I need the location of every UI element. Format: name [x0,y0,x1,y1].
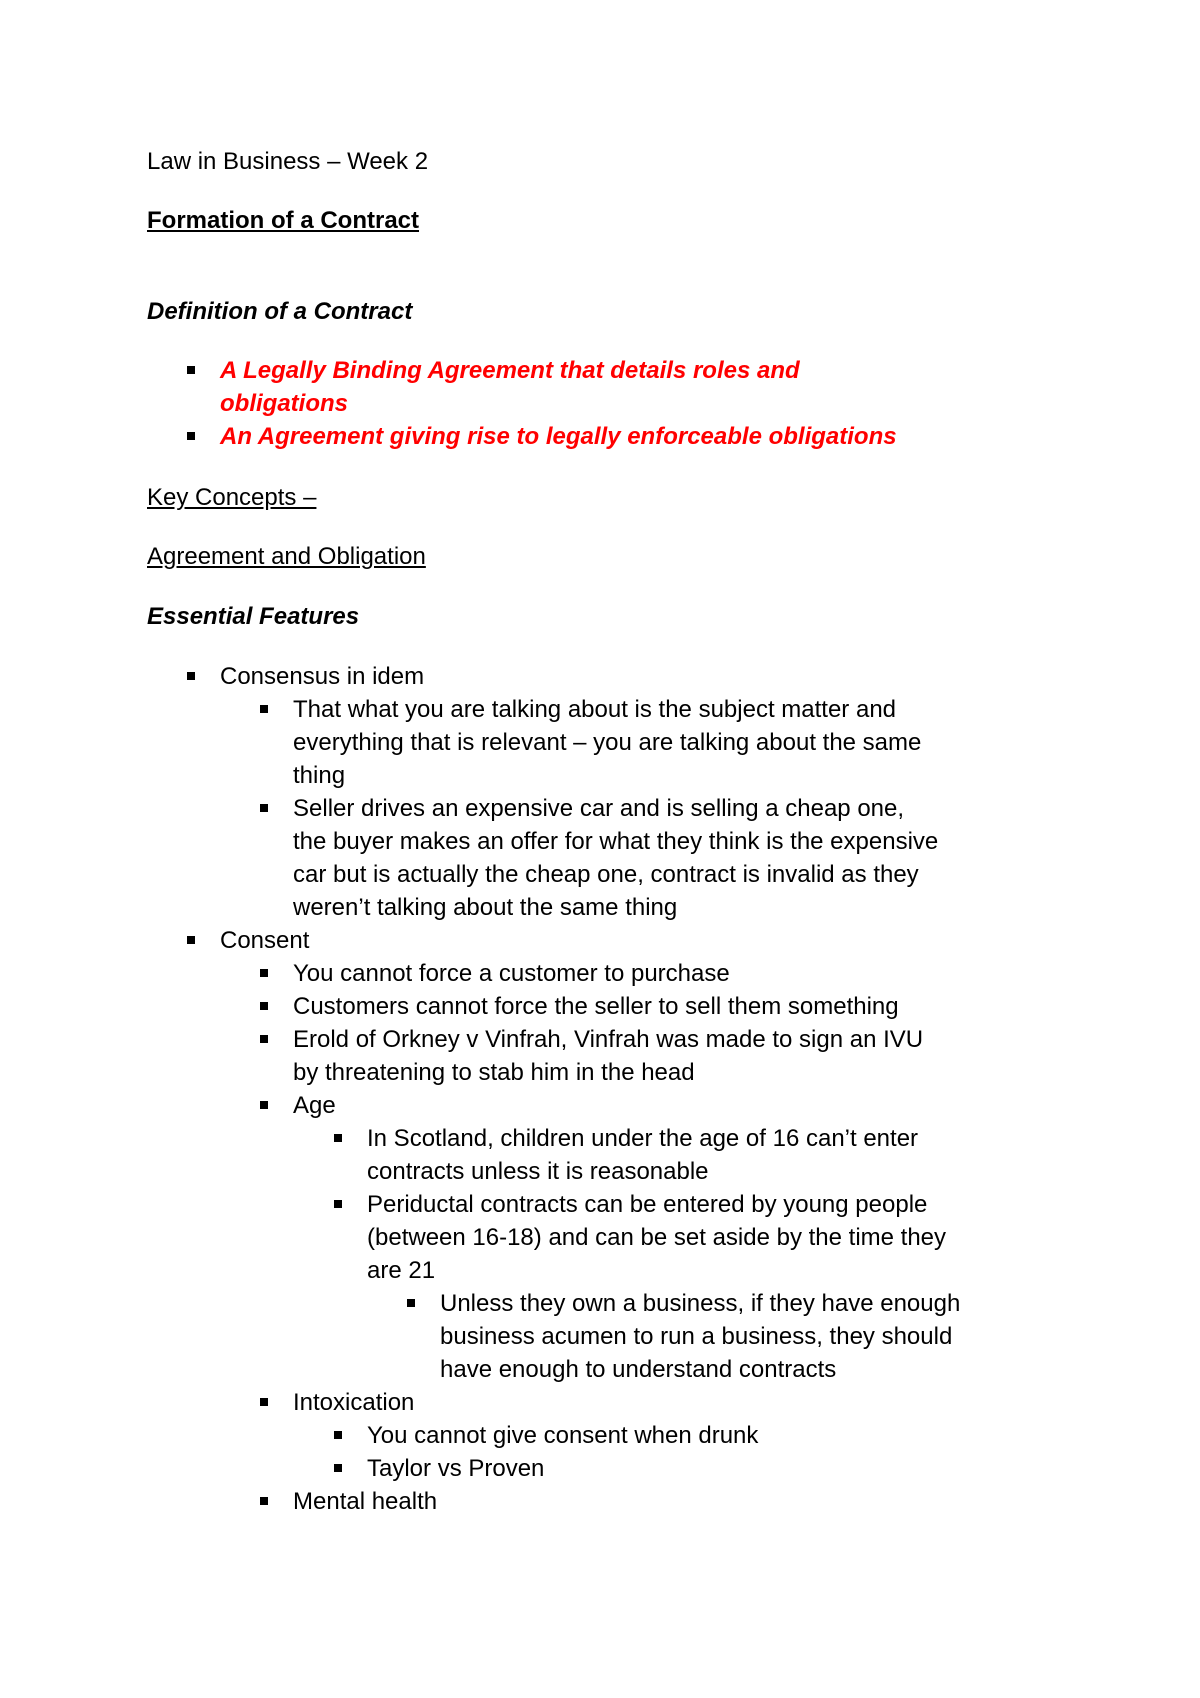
bullet-icon [260,1497,268,1505]
list-item: Taylor vs Proven [147,1452,1077,1485]
bullet-icon [334,1200,342,1208]
document-title: Law in Business – Week 2 [147,148,429,175]
list-item-age: Age [147,1089,1077,1122]
list-item-intoxication: Intoxication [147,1386,1077,1419]
list-item-cont: everything that is relevant – you are talking about the same [293,729,922,756]
document-page [147,145,1077,1518]
bullet-icon [334,1431,342,1439]
list-item-cont: business acumen to run a business, they should [440,1323,953,1350]
list-item: You cannot force a customer to purchase [147,957,1077,990]
list-item-cont: are 21 [367,1257,436,1284]
list-item: In Scotland, children under the age of 16 can’t enter [147,1122,1077,1155]
list-item-cont: contracts unless it is reasonable [367,1158,709,1185]
bullet-icon [260,1101,268,1109]
bullet-icon [260,1035,268,1043]
agreement-obligation-heading: Agreement and Obligation [147,543,426,570]
main-heading: Formation of a Contract [147,207,420,234]
bullet-icon [260,705,268,713]
bullet-icon [260,969,268,977]
bullet-icon [187,672,195,680]
list-item: Customers cannot force the seller to sell them something [147,990,1077,1023]
list-item: Erold of Orkney v Vinfrah, Vinfrah was made to sign an IVU [147,1023,1077,1056]
list-item: That what you are talking about is the subject matter and [147,693,1077,726]
bullet-icon [260,1002,268,1010]
bullet-icon [260,1398,268,1406]
list-item-mental-health: Mental health [147,1485,1077,1518]
list-item-cont: car but is actually the cheap one, contract is invalid as they [293,861,919,888]
list-item-cont: (between 16-18) and can be set aside by the time they [367,1224,947,1251]
list-item-cont: have enough to understand contracts [440,1356,837,1383]
list-item: Unless they own a business, if they have enough [147,1287,1077,1320]
definition-item-1-cont: obligations [220,390,348,417]
list-item-consensus: Consensus in idem [147,660,1077,693]
list-item: You cannot give consent when drunk [147,1419,1077,1452]
bullet-icon [407,1299,415,1307]
bullet-icon [334,1464,342,1472]
bullet-icon [187,432,195,440]
definition-item-1: A Legally Binding Agreement that details roles and [147,354,1077,387]
list-item: Seller drives an expensive car and is selling a cheap one, [147,792,1077,825]
list-item: Periductal contracts can be entered by young people [147,1188,1077,1221]
bullet-icon [187,936,195,944]
definition-heading: Definition of a Contract [147,298,413,325]
essential-features-heading: Essential Features [147,603,360,630]
bullet-icon [334,1134,342,1142]
list-item-cont: weren’t talking about the same thing [293,894,678,921]
list-item-cont: thing [293,762,346,789]
list-item-cont: by threatening to stab him in the head [293,1059,695,1086]
list-item-consent: Consent [147,924,1077,957]
bullet-icon [260,804,268,812]
definition-item-2: An Agreement giving rise to legally enforceable obligations [147,420,1077,453]
bullet-icon [187,366,195,374]
key-concepts-heading: Key Concepts – [147,484,317,511]
list-item-cont: the buyer makes an offer for what they think is the expensive [293,828,939,855]
